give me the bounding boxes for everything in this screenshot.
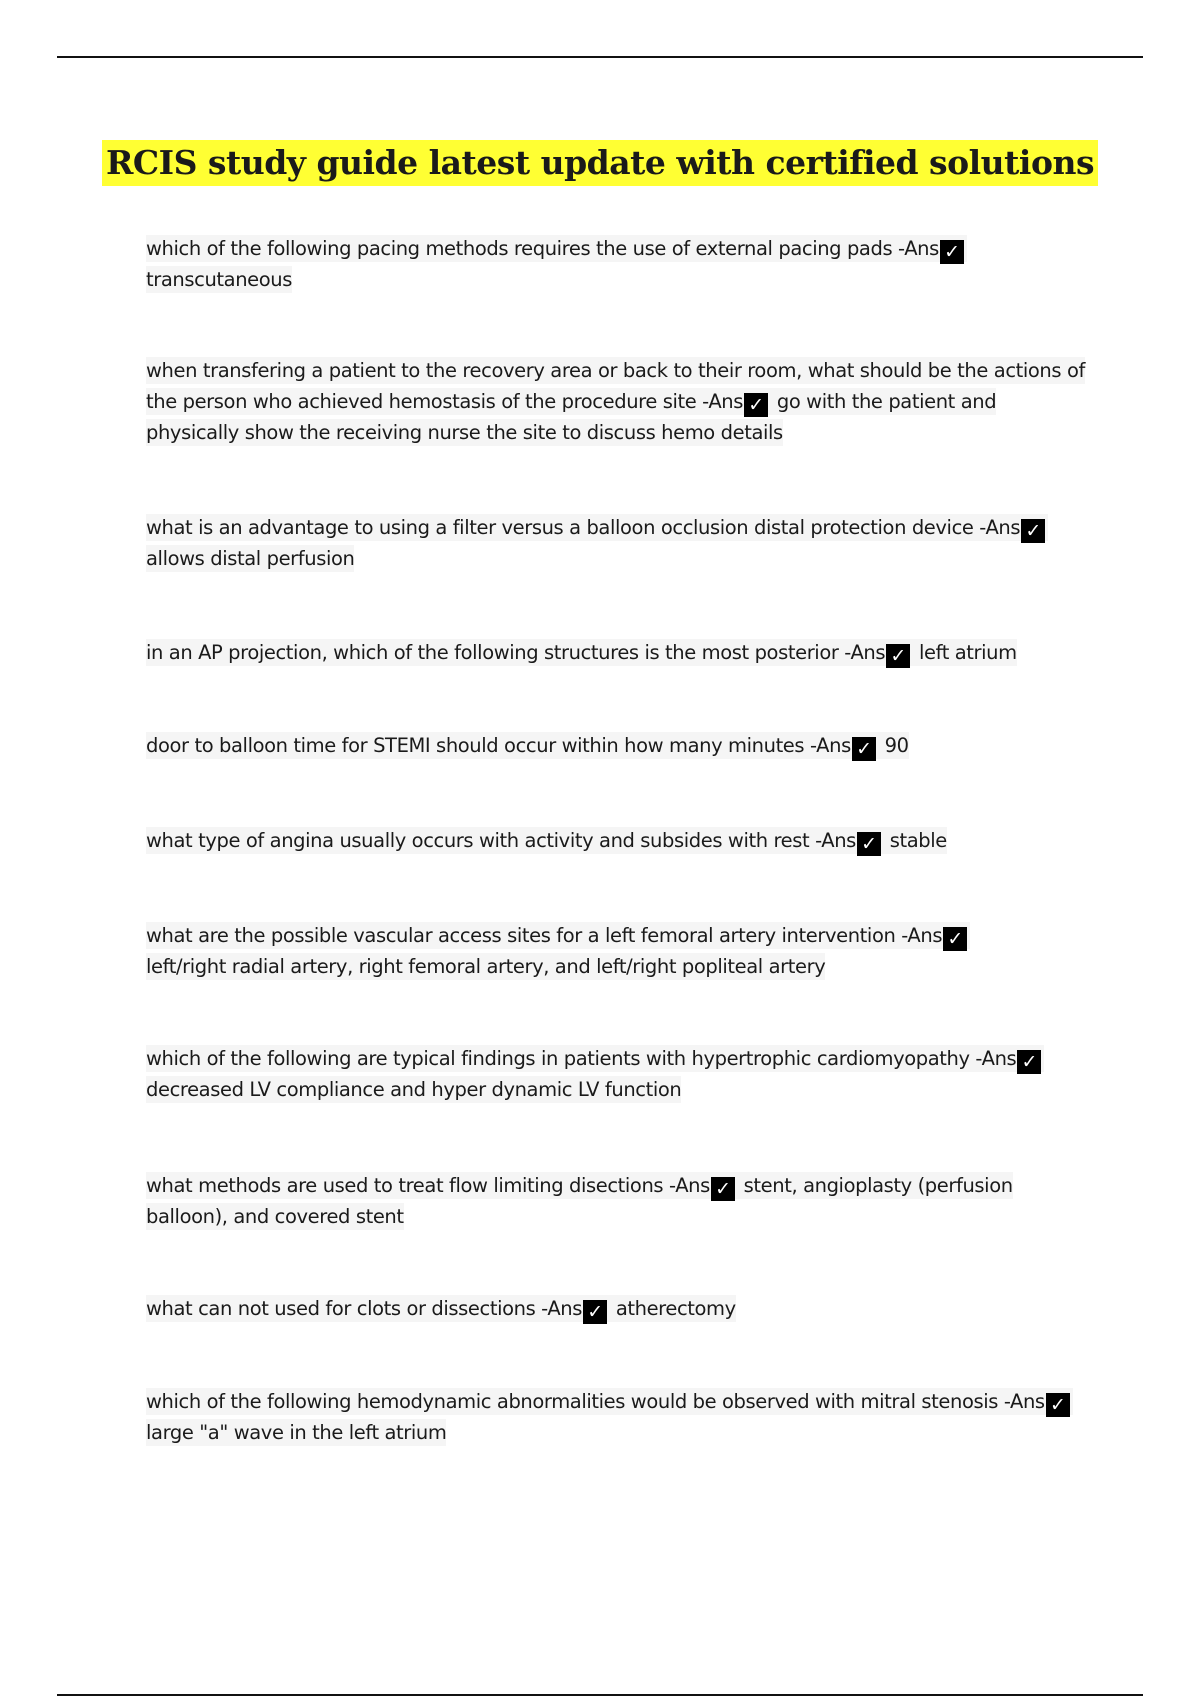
- qa-item-8: [146, 1043, 1046, 1105]
- answer-text: decreased LV compliance and hyper dynamic LV function: [146, 1078, 682, 1101]
- qa-item-6: [146, 825, 1086, 856]
- checkmark-icon: ✓: [744, 393, 768, 417]
- question-text: what is an advantage to using a filter versus a balloon occlusion distal protection device -Ans: [146, 516, 1021, 539]
- checkmark-icon: ✓: [943, 927, 967, 951]
- checkmark-icon: ✓: [1046, 1393, 1070, 1417]
- question-text: what type of angina usually occurs with activity and subsides with rest -Ans: [146, 829, 856, 852]
- question-text: what are the possible vascular access sites for a left femoral artery intervention -Ans: [146, 924, 943, 947]
- checkmark-icon: ✓: [1021, 519, 1045, 543]
- answer-text: transcutaneous: [146, 268, 293, 291]
- question-text: which of the following are typical findings in patients with hypertrophic cardiomyopathy -Ans: [146, 1047, 1017, 1070]
- answer-text: stent, angioplasty (perfusion balloon), and covered stent: [146, 1174, 1013, 1228]
- answer-text: 90: [884, 734, 909, 757]
- answer-text: allows distal perfusion: [146, 547, 355, 570]
- bottom-rule: [57, 1694, 1143, 1696]
- answer-text: go with the patient and physically show the receiving nurse the site to discuss hemo details: [146, 390, 997, 444]
- question-text: what can not used for clots or dissections -Ans: [146, 1297, 582, 1320]
- answer-text: left atrium: [918, 641, 1017, 664]
- qa-item-4: [146, 637, 1126, 668]
- qa-item-7: [146, 920, 1086, 982]
- question-text: which of the following hemodynamic abnormalities would be observed with mitral stenosis -Ans: [146, 1390, 1045, 1413]
- answer-text: left/right radial artery, right femoral artery, and left/right popliteal artery: [146, 955, 826, 978]
- qa-item-9: [146, 1170, 1086, 1232]
- question-text: door to balloon time for STEMI should occur within how many minutes -Ans: [146, 734, 851, 757]
- checkmark-icon: ✓: [711, 1177, 735, 1201]
- qa-item-1: [146, 233, 1086, 295]
- question-text: when transfering a patient to the recovery area or back to their room, what should be the actions of the person who achieved hemostasis of the procedure site -Ans: [146, 359, 1085, 413]
- qa-item-10: [146, 1293, 1086, 1324]
- checkmark-icon: ✓: [886, 644, 910, 668]
- qa-item-5: [146, 730, 1086, 761]
- answer-text: large "a" wave in the left atrium: [146, 1421, 447, 1444]
- qa-item-3: [146, 512, 1126, 574]
- question-text: what methods are used to treat flow limiting disections -Ans: [146, 1174, 710, 1197]
- answer-text: atherectomy: [615, 1297, 736, 1320]
- checkmark-icon: ✓: [852, 737, 876, 761]
- checkmark-icon: ✓: [857, 832, 881, 856]
- qa-item-2: [146, 355, 1086, 448]
- answer-text: stable: [889, 829, 947, 852]
- checkmark-icon: ✓: [1017, 1050, 1041, 1074]
- top-rule: [57, 56, 1143, 58]
- checkmark-icon: ✓: [940, 240, 964, 264]
- checkmark-icon: ✓: [583, 1300, 607, 1324]
- question-text: which of the following pacing methods requires the use of external pacing pads -Ans: [146, 237, 939, 260]
- question-text: in an AP projection, which of the following structures is the most posterior -Ans: [146, 641, 886, 664]
- document-title: RCIS study guide latest update with certified solutions: [102, 140, 1098, 186]
- qa-item-11: [146, 1386, 1086, 1448]
- title-container: [0, 140, 1200, 186]
